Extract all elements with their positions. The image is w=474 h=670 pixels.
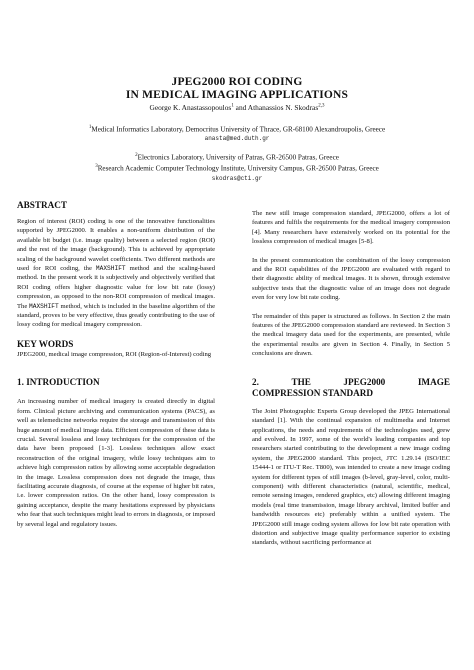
right-paragraph-1: The new still image compression standard, JPEG2000, offers a lot of features and fulfils the requirements for the medical imagery compression [4]. Many researchers have extensively worked on its potential for the lossless compression of medical images [5-8].: [252, 210, 450, 246]
paper-title: [0, 76, 474, 102]
aff3-text: Research Academic Computer Technology Institute, University Campus, GR-26500 Patras, Greece: [97, 164, 379, 173]
affiliation-2-3: [0, 151, 474, 183]
right-column: [252, 209, 450, 548]
affiliation-1: [0, 123, 474, 143]
right-paragraph-2: In the present communication the combination of the lossy compression and the ROI capabilities of the JPEG2000 are evaluated with regard to their diagnostic ability of medical images. It is shown, through extensive subjective tests that the diagnostic value of an image does not degrade even for very low bit rate coding.: [252, 256, 450, 302]
abstract-heading: ABSTRACT: [17, 200, 68, 210]
aff1-sup: 1: [88, 125, 92, 130]
section-2-heading: 2. THE JPEG2000 IMAGE COMPRESSION STANDARD: [252, 376, 450, 398]
aff1-text: Medical Informatics Laboratory, Democritus University of Thrace, GR-68100 Alexandroupolis, Greece: [91, 125, 386, 134]
abstract-text: Region of interest (ROI) coding is one of the innovative functionalities supported by JPEG2000. It enables a non-uniform distribution of the available bit budget (i.e. image quality) between a selected region (ROI) and the rest of the image (background). This is achieved by appropriate scaling of the background wavelet coefficients. Two different methods are used for ROI coding, the MAXSHIFT method and the scaling-based method. In the present work it is subjectively and objectively verified that ROI coding offers higher diagnostic value for low bit rate (lossy) compression, as opposed to the non-ROI compression of medical images. The MAXSHIFT method, which is included in the baseline algorithm of the standard, proves to be very effective, thus greatly contributing to the use of lossy coding for medical imagery compression.: [17, 218, 215, 329]
right-paragraph-3: The remainder of this paper is structured as follows. In Section 2 the main features of the JPEG2000 compression standard are reviewed. In Section 3 the medical imagery data used for the experiments, are presented, while the experimental results are given in Section 4. Finally, in Section 5 conclusions are drawn.: [252, 312, 450, 358]
email-1: anasta@med.duth.gr: [204, 135, 270, 143]
left-column: [17, 200, 215, 529]
author-line: [0, 103, 474, 112]
aff2-sup: 2: [135, 153, 138, 158]
email-2: skodras@cti.gr: [211, 174, 263, 182]
introduction-heading: 1. INTRODUCTION: [17, 377, 100, 388]
maxshift-term: MAXSHIFT: [29, 302, 59, 310]
introduction-text: An increasing number of medical imagery is created directly in digital form. Clinical picture archiving and communication systems (PACS), as well as telemedicine networks require the storage and transmission of this huge amount of medical image data. Efficient compression of these data is crucial. Several lossless and lossy techniques for the compression of the data have been proposed [1-3]. Lossless techniques allow exact reconstruction of the original imagery, while lossy techniques aim to achieve high compression ratios by allowing some acceptable degradation in the image. Lossless compression does not degrade the image, thus facilitating accurate diagnosis, of course at the expense of higher bit rates, i.e. lower compression ratios. On the other hand, lossy compression is gaining acceptance, despite the many hesitations expressed by physicians who fear that such techniques might lead to errors in diagnosis, or imposed by several legal and regulatory issues.: [17, 398, 215, 528]
aff3-sup: 3: [95, 164, 98, 170]
maxshift-term: MAXSHIFT: [95, 265, 126, 273]
author-1: George K. Anastassopoulos: [149, 103, 232, 112]
author-1-sup: 1: [231, 103, 234, 109]
section-2-text: The Joint Photographic Experts Group developed the JPEG International standard [1]. With the continual expansion of multimedia and Internet applications, the needs and requirements of the technologies used, grew and evolved. In 1997, some of the world's leading companies and top researchers started contributing to the development a new image coding system, the JPEG2000 standard. This project, JTC 1.29.14 (ISO/IEC 15444-1 or ITU-T Rec. T800), was intended to create a new image coding system for different types of still images (b-level, gray-level, color, multi-component) with different characteristics (natural, scientific, medical, remote sensing images, rendered graphics, etc) allowing different imaging models (real time transmission, image library archival, limited buffer and bandwidth resources etc) preferably within a unified system. The JPEG2000 still image coding system allows for low bit rate operation with distortion and subjective image quality performance superior to existing standards, without sacrificing performance at: [252, 407, 450, 547]
author-2: and Athanassios N. Skodras: [235, 103, 319, 112]
author-2-sup: 2,3: [318, 103, 325, 109]
keywords-heading: KEY WORDS: [17, 338, 74, 349]
title-line-2: IN MEDICAL IMAGING APPLICATIONS: [125, 89, 349, 101]
title-line-1: JPEG2000 ROI CODING: [171, 76, 303, 88]
keywords-text: JPEG2000, medical image compression, ROI (Region-of-Interest) coding: [17, 350, 212, 358]
aff2-text: Electronics Laboratory, University of Patras, GR-26500 Patras, Greece: [137, 153, 339, 162]
